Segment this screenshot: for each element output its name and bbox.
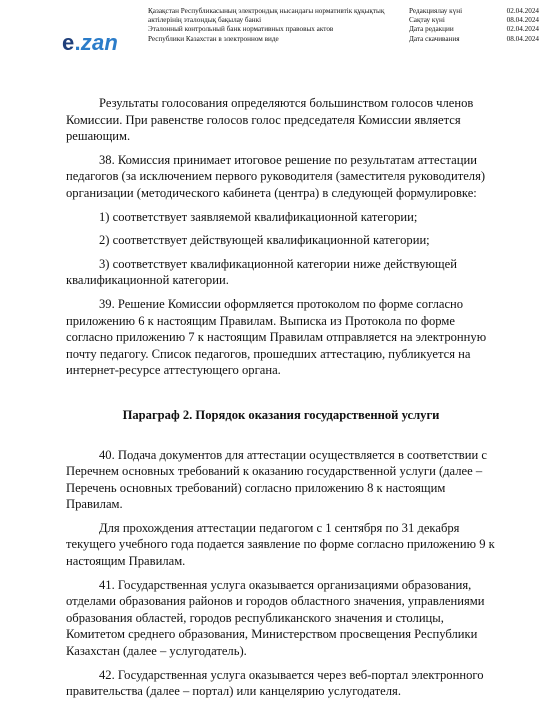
header-source-line: актілерінің эталондық бақылау банкі: [148, 16, 262, 25]
meta-label: Дата редакции: [409, 25, 454, 34]
meta-row: [409, 7, 539, 16]
header-dates: [409, 7, 539, 44]
document-header: [0, 0, 557, 70]
paragraph: Для прохождения аттестации педагогом с 1 сентября по 31 декабря текущего учебного года подается заявление по форме согласно приложению 9 к настоящим Правилам.: [66, 520, 495, 569]
meta-value: 02.04.2024: [506, 7, 539, 15]
header-source-line: Эталонный контрольный банк нормативных правовых актов: [148, 25, 334, 34]
list-item: 2) соответствует действующей квалификационной категории;: [99, 233, 430, 248]
paragraph: 39. Решение Комиссии оформляется протоколом по форме согласно приложению 6 к настоящим Правилам. Выписка из Протокола по форме согласно приложению 7 к настоящим Правилам отправляется на электронную почту педагогу. Список педагогов, прошедших аттестацию, публикуется на интернет-ресурсе аттестующего органа.: [66, 296, 487, 378]
paragraph: Результаты голосования определяются большинством голосов членов Комиссии. При равенстве голосов голос председателя Комиссии является решающим.: [66, 96, 474, 144]
meta-label: Дата скачивания: [409, 34, 460, 43]
meta-row: [409, 35, 539, 44]
meta-value: 02.04.2024: [506, 25, 539, 34]
ezan-logo: e.zan: [62, 30, 119, 55]
document-body: [66, 95, 496, 707]
list-item: 3) соответствует квалификационной категории ниже действующей квалификационной категории.: [66, 256, 457, 288]
paragraph: 40. Подача документов для аттестации осуществляется в соответствии с Перечнем основных требований к оказанию государственной услуги (далее – Перечень основных требований) согласно приложению 8 к настоящим Правилам.: [66, 447, 487, 512]
meta-value: 08.04.2024: [506, 16, 539, 25]
paragraph: 42. Государственная услуга оказывается через веб-портал электронного правительства (далее – портал) или канцелярию услугодателя.: [66, 667, 484, 699]
header-source-line: Республики Казахстан в электронном виде: [148, 34, 279, 43]
meta-label: Редакциялау күні: [409, 7, 463, 15]
section-heading: Параграф 2. Порядок оказания государственной услуги: [122, 407, 440, 422]
meta-label: Сақтау күні: [409, 16, 445, 25]
header-source-info: [148, 7, 393, 44]
header-source-line: Қазақстан Республикасының электрондық нысандағы нормативтік құқықтық: [148, 7, 385, 15]
meta-value: 08.04.2024: [506, 34, 539, 43]
meta-row: [409, 25, 539, 34]
paragraph: 41. Государственная услуга оказывается организациями образования, отделами образования районов и городов областного значения, управлениями образования областей, городов республиканского значения и столицы, Комитетом среднего образования, Министерством просвещения Республики Казахстан (далее – услугодатель).: [66, 577, 485, 659]
list-item: 1) соответствует заявляемой квалификационной категории;: [99, 209, 418, 224]
meta-row: [409, 16, 539, 25]
paragraph: 38. Комиссия принимает итоговое решение по результатам аттестации педагогов (за исключением первого руководителя (заместителя руководителя) организации (методического кабинета (центра) в следующей формулировке:: [66, 152, 486, 200]
